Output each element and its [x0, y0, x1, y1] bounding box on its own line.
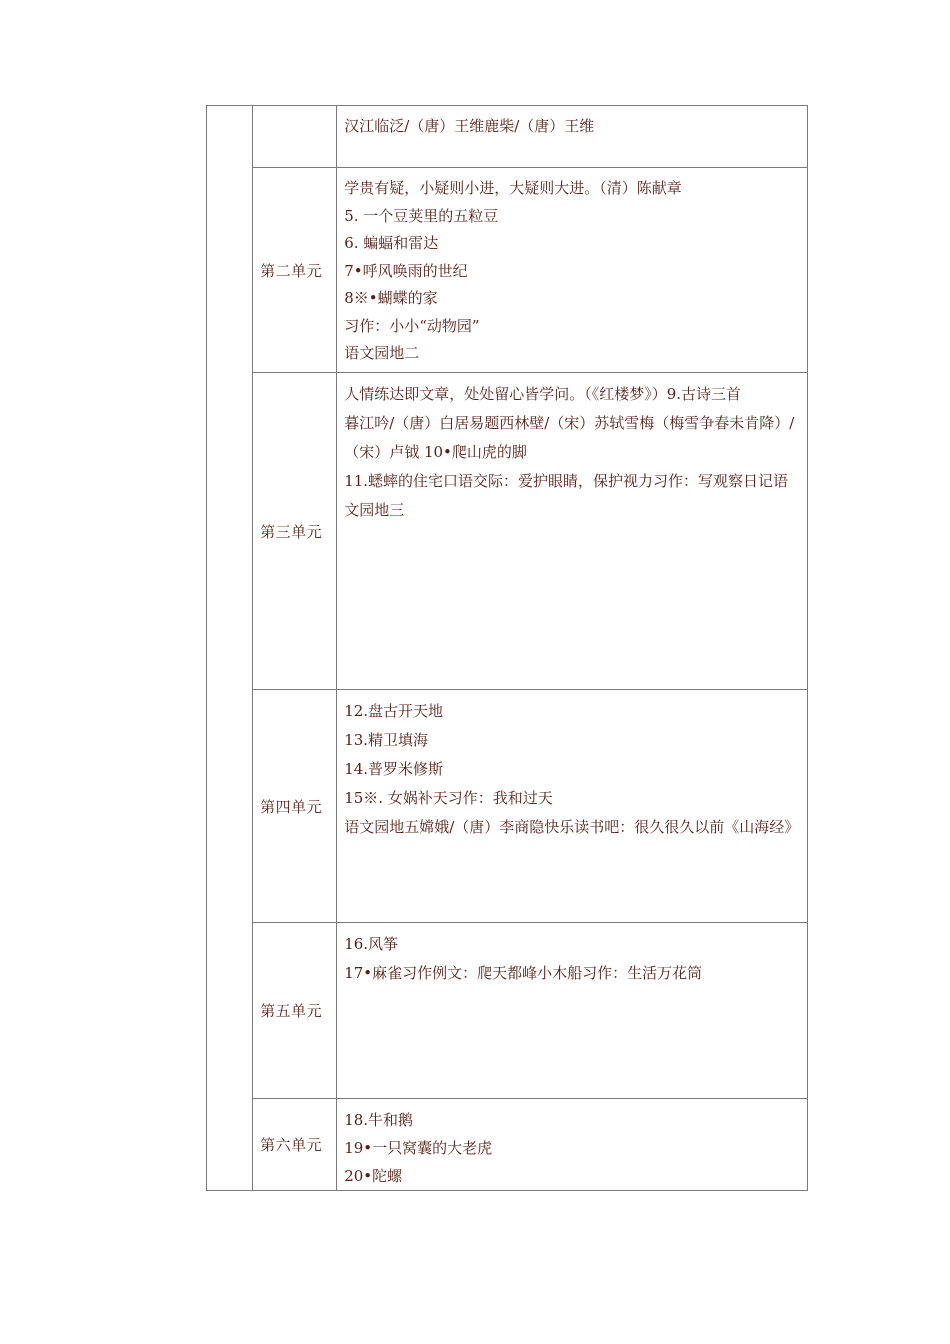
unit-label: 第五单元	[253, 923, 337, 1099]
lesson-line: 15※. 女娲补天习作：我和过天	[344, 789, 553, 807]
lesson-line: 人情练达即文章，处处留心皆学问。（《红楼梦》）9.古诗三首	[344, 385, 742, 403]
lesson-line: 13.精卫填海	[344, 731, 429, 749]
lesson-line: 语文园地二	[344, 344, 420, 362]
unit-label	[253, 106, 337, 168]
unit-content	[337, 1099, 808, 1191]
lesson-line: 17•麻雀习作例文：爬天都峰小木船习作：生活万花筒	[344, 964, 703, 982]
lesson-line: 12.盘古开天地	[344, 702, 444, 720]
table-row	[207, 1099, 808, 1191]
lesson-line: 暮江吟/（唐）白居易题西林壁/（宋）苏轼雪梅（梅雪争春未肯降）/（宋）卢钺 10•爬山虎的脚	[344, 414, 795, 461]
unit-content	[337, 690, 808, 923]
lesson-line: 19•一只窝囊的大老虎	[344, 1139, 493, 1157]
lesson-line: 习作：小小“动物园”	[344, 316, 480, 335]
lesson-line: 学贵有疑，小疑则小进，大疑则大进。（清）陈献章	[344, 179, 682, 197]
unit-content	[337, 923, 808, 1099]
lesson-line: 16.风筝	[344, 935, 399, 953]
lesson-line: 汉江临泛/（唐）王维鹿柴/（唐）王维	[344, 117, 595, 135]
table-row	[207, 373, 808, 690]
unit-label: 第六单元	[253, 1099, 337, 1191]
unit-content	[337, 106, 808, 168]
curriculum-table-wrapper	[206, 105, 808, 1191]
lesson-line: 8※•蝴蝶的家	[344, 289, 438, 307]
lesson-line: 14.普罗米修斯	[344, 760, 444, 778]
lesson-line: 18.牛和鹅	[344, 1111, 414, 1129]
table-row	[207, 106, 808, 168]
blank-left-column	[207, 106, 253, 1191]
table-row	[207, 923, 808, 1099]
unit-label: 第四单元	[253, 690, 337, 923]
curriculum-table	[206, 105, 808, 1191]
lesson-line: 20•陀螺	[344, 1167, 403, 1185]
unit-content	[337, 168, 808, 373]
unit-label: 第二单元	[253, 168, 337, 373]
lesson-line: 11.蟋蟀的住宅口语交际：爱护眼睛，保护视力习作：写观察日记语文园地三	[344, 472, 789, 519]
lesson-line: 5. 一个豆荚里的五粒豆	[344, 206, 499, 225]
lesson-line: 语文园地五嫦娥/（唐）李商隐快乐读书吧：很久很久以前《山海经》	[344, 818, 800, 836]
lesson-line: 7•呼风唤雨的世纪	[344, 261, 468, 280]
unit-label: 第三单元	[253, 373, 337, 690]
table-row	[207, 168, 808, 373]
lesson-line: 6. 蝙蝠和雷达	[344, 234, 439, 252]
table-row	[207, 690, 808, 923]
unit-content	[337, 373, 808, 690]
